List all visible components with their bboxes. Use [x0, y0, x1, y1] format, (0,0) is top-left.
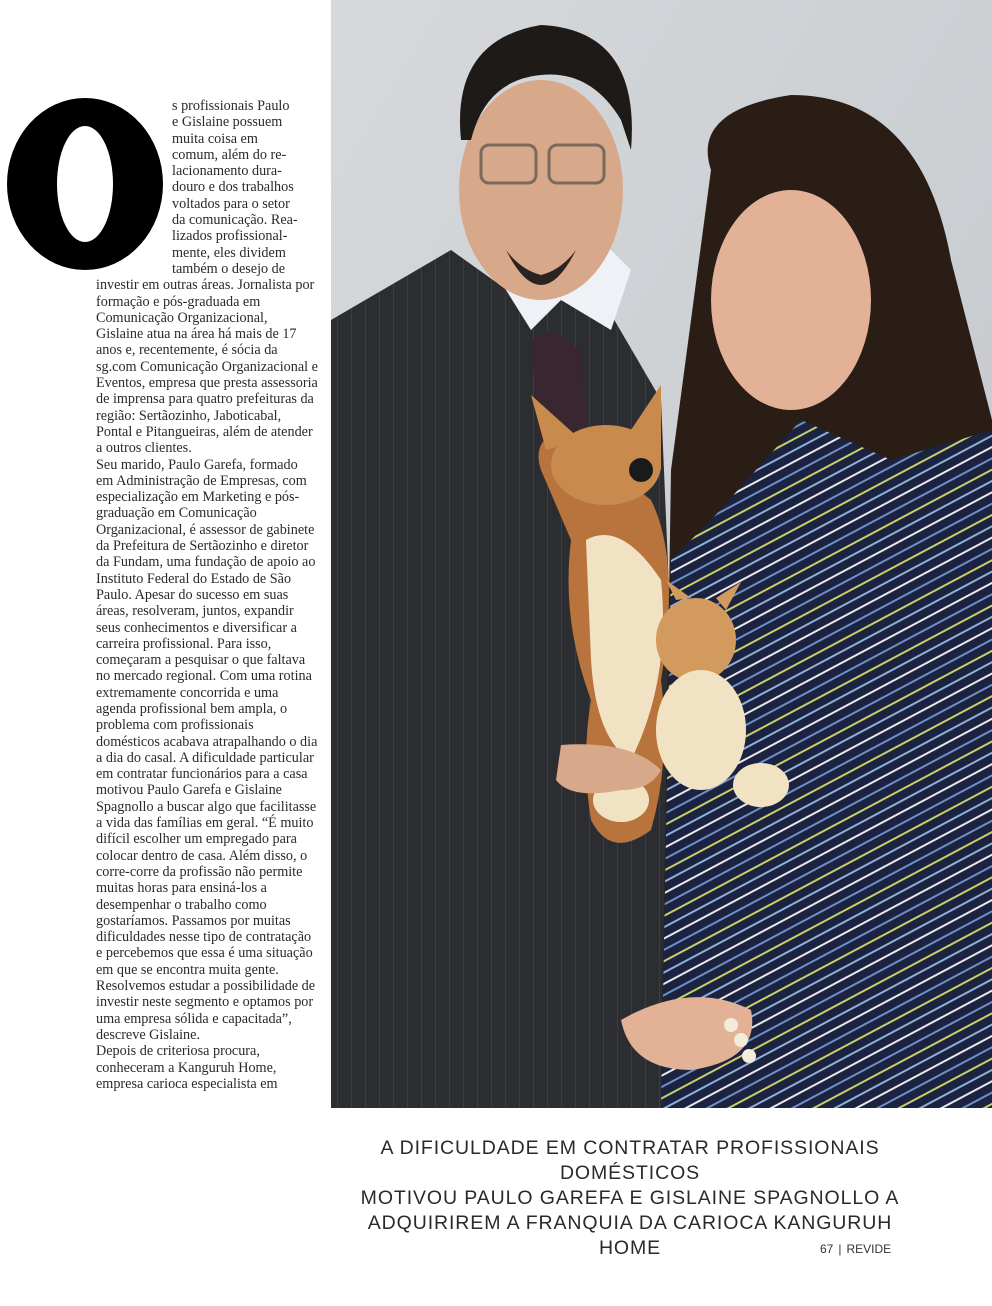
- page-number: 67: [820, 1242, 834, 1256]
- article-line: s profissionais Paulo: [172, 98, 290, 114]
- article-line: lacionamento dura-: [172, 163, 282, 180]
- caption-line: MOTIVOU PAULO GAREFA E GISLAINE SPAGNOLLO A: [360, 1187, 900, 1209]
- folio-separator: |: [838, 1242, 842, 1256]
- article-paragraph: investir em outras áreas. Jornalista por formação e pós-graduada em Comunicação Organizacional, Gislaine atua na área há mais de 17 anos e, recentemente, é sócia da sg.com Comunicação Organizacional e Eventos, empresa que presta assessoria de imprensa para quatro prefeituras da região: Sertãozinho, Jaboticabal, Pontal e Pitangueiras, além de atender a outros clientes.: [96, 277, 318, 457]
- article-line: lizados profissional-: [172, 228, 288, 245]
- page-folio: [820, 1242, 891, 1256]
- article-line: muita coisa em: [172, 130, 258, 147]
- couple-photo-illustration: [331, 0, 992, 1108]
- article-body: [96, 98, 318, 1092]
- caption-line: A DIFICULDADE EM CONTRATAR PROFISSIONAIS DOMÉSTICOS: [380, 1137, 880, 1184]
- magazine-name: REVIDE: [846, 1242, 892, 1256]
- article-paragraph: Seu marido, Paulo Garefa, formado em Administração de Empresas, com especialização em Marketing e pós-graduação em Comunicação Organizacional, é assessor de gabinete da Prefeitura de Sertãozinho e diretor da Fundam, uma fundação de apoio ao Instituto Federal do Estado de São Paulo. Apesar do sucesso em suas áreas, resolveram, juntos, expandir seus conhecimentos e diversificar a carreira profissional. Para isso, começaram a pesquisar o que faltava no mercado regional. Com uma rotina extremamente concorrida e uma agenda profissional bem ampla, o problema com profissionais domésticos acabava atrapalhando o dia a dia do casal. A dificuldade particular em contratar funcionários para a casa motivou Paulo Garefa e Gislaine Spagnollo a buscar algo que facilitasse a vida das famílias em geral. “É muito difícil escolher um empregado para colocar dentro de casa. Além disso, o corre-corre da profissão não permite muitas horas para ensiná-los a desempenhar o trabalho como gostaríamos. Passamos por muitas dificuldades nesse tipo de contratação e percebemos que essa é uma situação em que se encontra muita gente. Resolvemos estudar a possibilidade de investir neste segmento e optamos por uma empresa sólida e capacitada”, descreve Gislaine.: [96, 456, 318, 1043]
- article-line: e Gislaine possuem: [172, 114, 283, 131]
- article-line: da comunicação. Rea-: [172, 212, 298, 229]
- article-line: voltados para o setor: [172, 195, 290, 212]
- article-line: comum, além do re-: [172, 146, 287, 163]
- article-lead-lines: [96, 98, 318, 277]
- article-line: mente, eles dividem: [172, 244, 286, 261]
- article-paragraph: Depois de criteriosa procura, conheceram a Kanguruh Home, empresa carioca especialista em: [96, 1043, 278, 1092]
- couple-photo: [331, 0, 992, 1108]
- article-line: também o desejo de: [172, 260, 286, 277]
- caption-line: ADQUIRIREM A FRANQUIA DA CARIOCA KANGURUH HOME: [367, 1212, 893, 1259]
- article-line: douro e dos trabalhos: [172, 179, 294, 196]
